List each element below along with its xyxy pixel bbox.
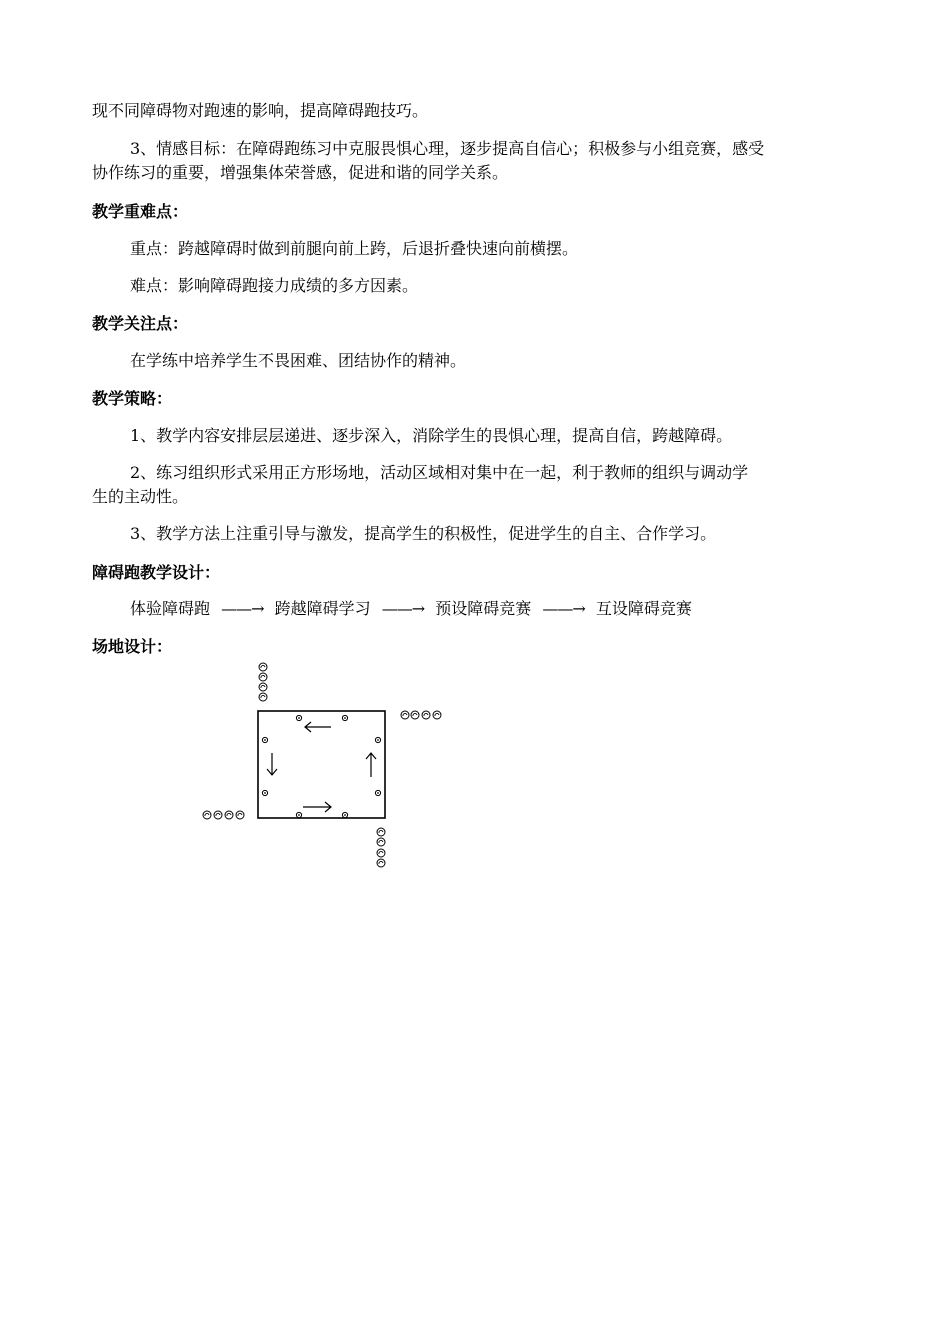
field-diagram xyxy=(195,655,455,875)
obstacles xyxy=(262,715,380,817)
heading-key-points: 教学重难点： xyxy=(92,202,189,221)
flow-arrow-3: ——→ xyxy=(542,599,585,618)
arrow-up xyxy=(366,753,376,777)
flow-arrow-2: ——→ xyxy=(381,599,425,618)
key-point-text: 重点：跨越障碍时做到前腿向前上跨，后退折叠快速向前横摆。 xyxy=(130,239,579,258)
flow-step-4: 互设障碍竞赛 xyxy=(595,599,692,618)
flow-step-3: 预设障碍竞赛 xyxy=(435,599,532,618)
student-group-bottom xyxy=(377,828,385,867)
heading-strategy: 教学策略： xyxy=(92,389,173,408)
strategy-item-2-line-1: 2、练习组织形式采用正方形场地，活动区域相对集中在一起，利于教师的组织与调动学 xyxy=(130,463,749,482)
strategy-item-1: 1、教学内容安排层层递进、逐步深入，消除学生的畏惧心理，提高自信，跨越障碍。 xyxy=(130,426,733,445)
student-group-left xyxy=(203,811,244,819)
arrow-left xyxy=(305,722,331,732)
flow-arrow-1: ——→ xyxy=(221,599,264,618)
affective-goal-line-1: 3、情感目标：在障碍跑练习中克服畏惧心理，逐步提高自信心；积极参与小组竞赛，感受 xyxy=(130,139,765,158)
arrow-right xyxy=(303,802,331,812)
flow-step-1: 体验障碍跑 xyxy=(130,599,211,618)
heading-focus: 教学关注点： xyxy=(92,314,189,333)
strategy-item-3: 3、教学方法上注重引导与激发，提高学生的积极性，促进学生的自主、合作学习。 xyxy=(130,524,717,543)
focus-text: 在学练中培养学生不畏困难、团结协作的精神。 xyxy=(130,351,467,370)
student-group-top xyxy=(259,663,267,701)
heading-design: 障碍跑教学设计： xyxy=(92,563,221,582)
student-group-right xyxy=(401,711,441,719)
heading-field: 场地设计： xyxy=(92,637,173,656)
strategy-item-2-line-2: 生的主动性。 xyxy=(92,487,189,506)
affective-goal-line-2: 协作练习的重要，增强集体荣誉感，促进和谐的同学关系。 xyxy=(92,163,509,182)
arrow-down xyxy=(267,753,277,775)
design-flow xyxy=(130,597,692,621)
flow-step-2: 跨越障碍学习 xyxy=(274,599,371,618)
direction-arrows xyxy=(267,722,376,812)
text-line-1: 现不同障碍物对跑速的影响，提高障碍跑技巧。 xyxy=(92,101,429,120)
difficulty-text: 难点：影响障碍跑接力成绩的多方因素。 xyxy=(130,276,419,295)
